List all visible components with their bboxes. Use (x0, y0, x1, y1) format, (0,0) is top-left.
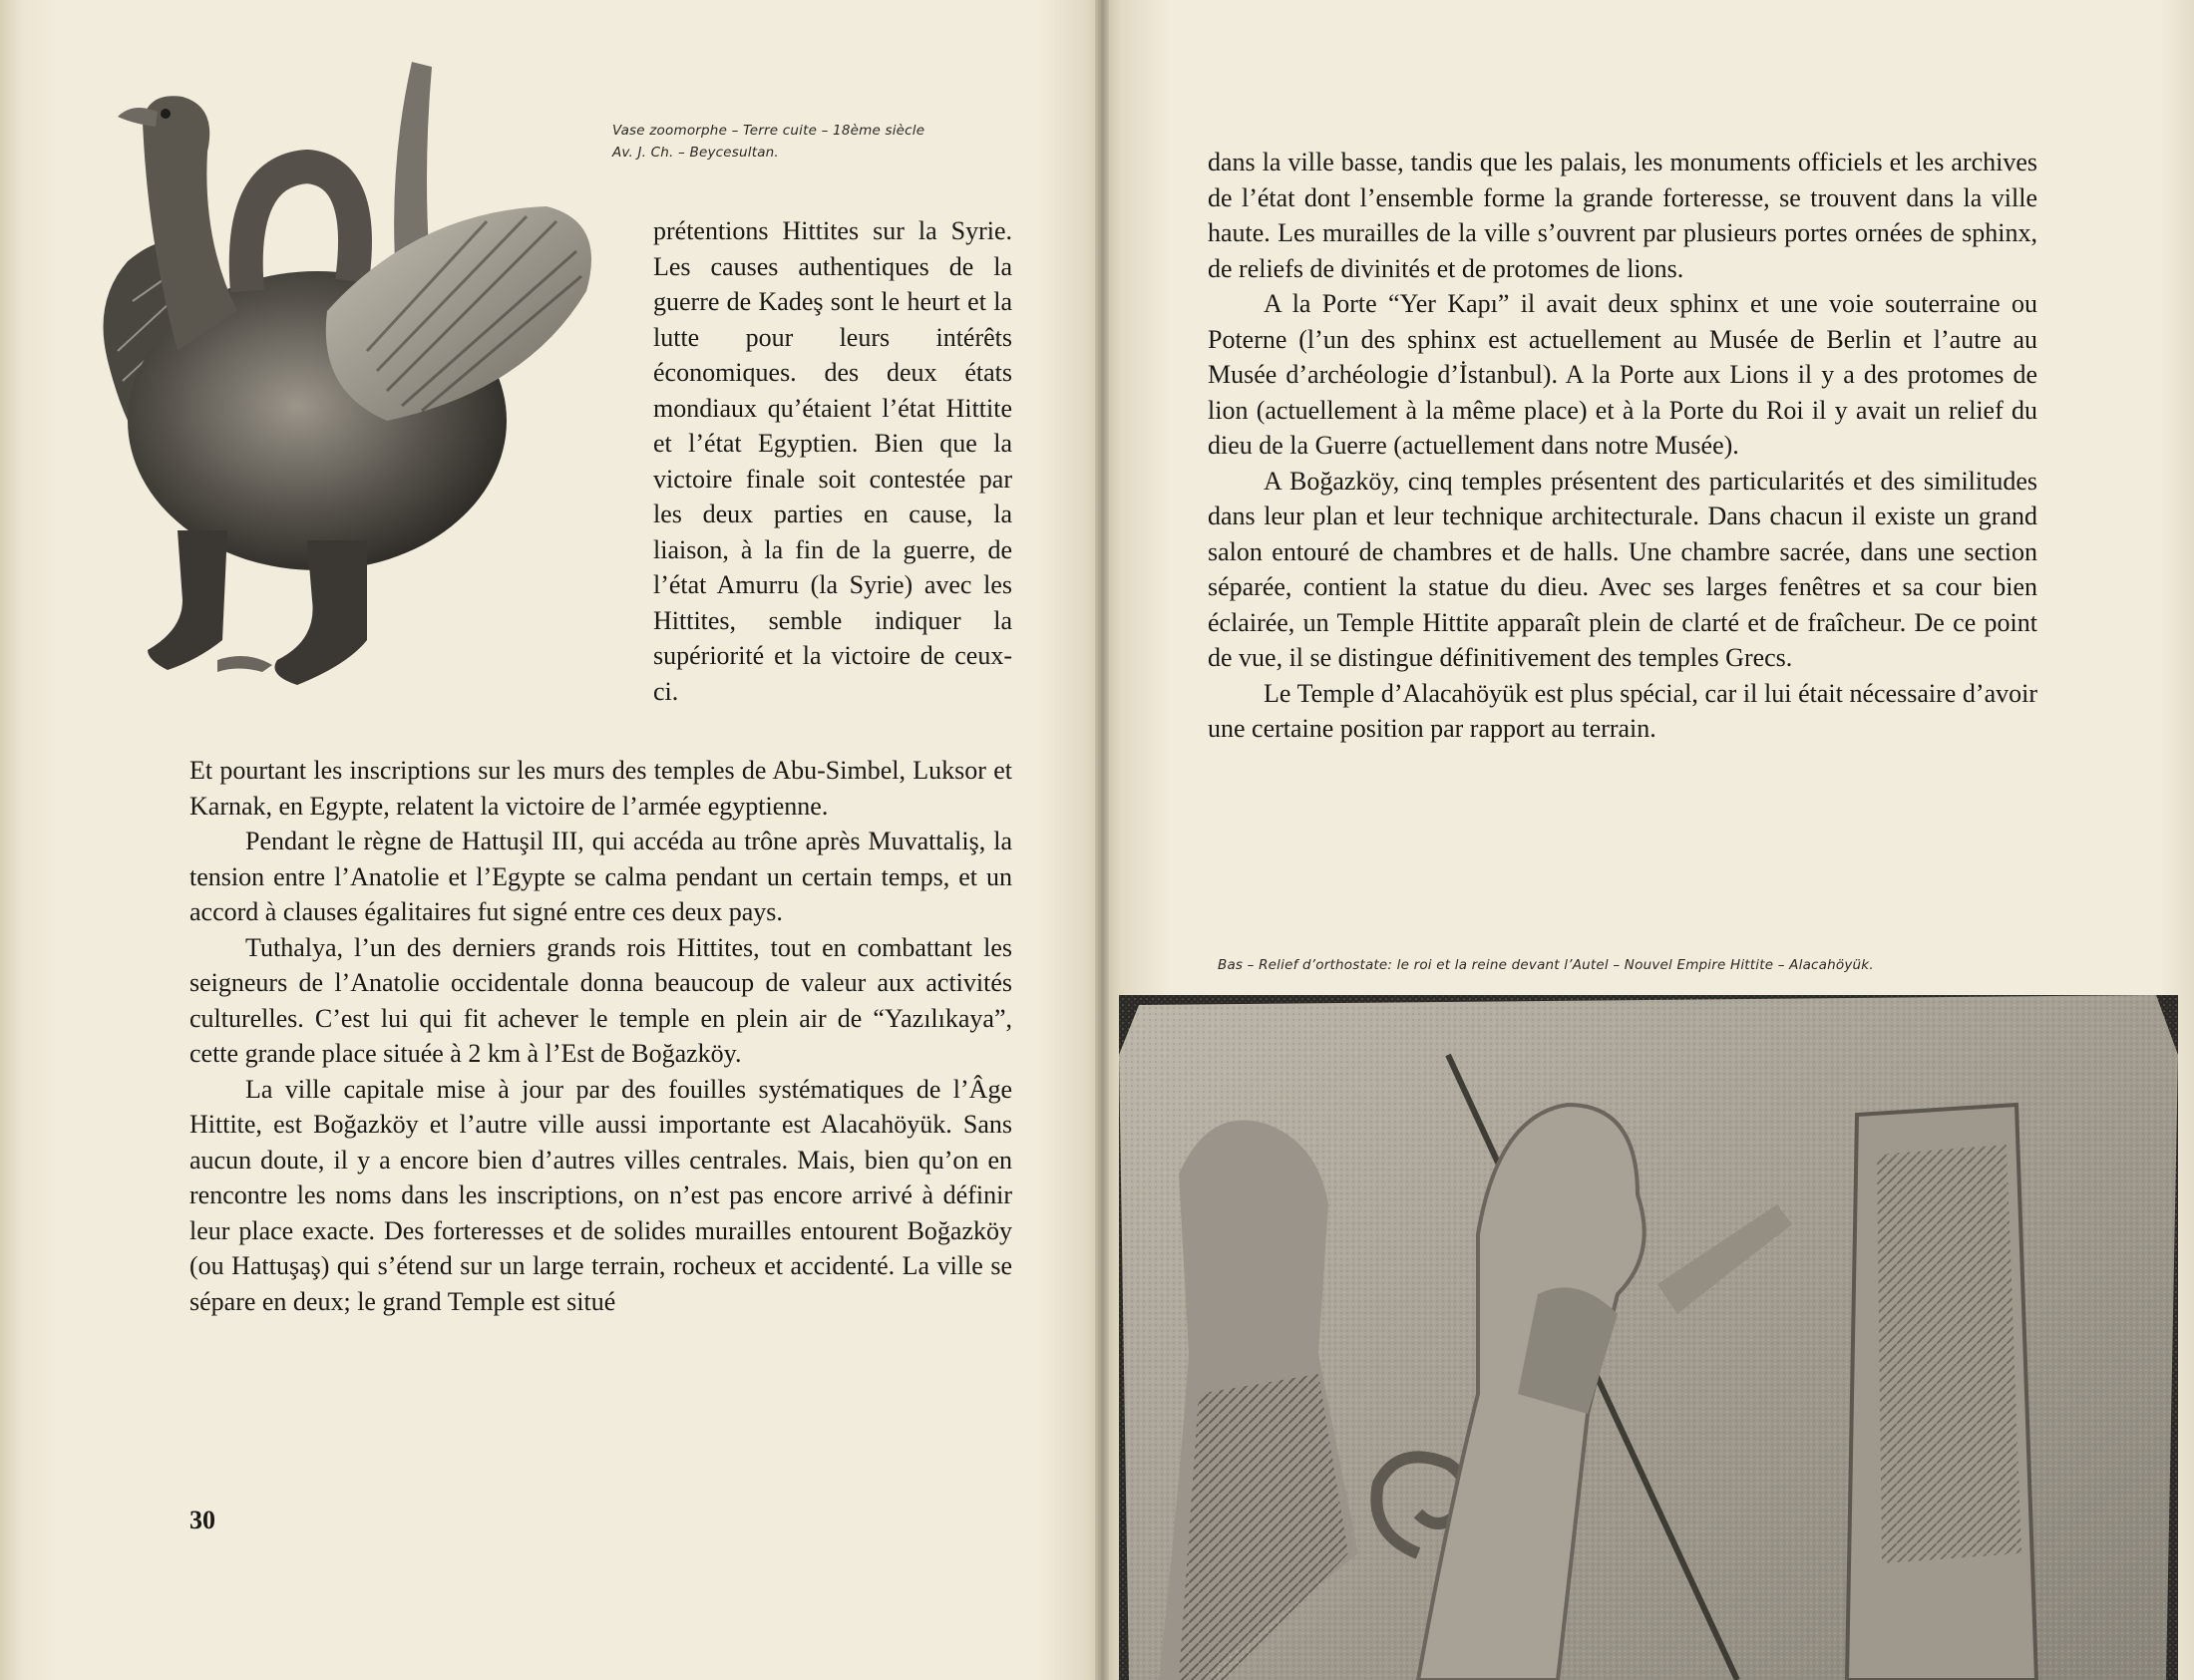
left-paragraph: Et pourtant les inscriptions sur les murs des temples de Abu-Simbel, Luksor et Karnak, en Egypte, relatent la victoire de l’armée egyptienne. (189, 756, 1012, 821)
left-page-text (189, 753, 1012, 1319)
right-paragraph: A Boğazköy, cinq temples présentent des particularités et des similitudes dans leur plan et leur technique architecturale. Dans chacun il existe un grand salon entouré de chambres et de halls. Une chambre sacrée, dans une section séparée, contient la statue du dieu. Avec ses larges fenêtres et sa cour bien éclairée, un Temple Hittite apparaît plein de clarté et de fraîcheur. De ce point de vue, il se distingue définitivement des temples Grecs. (1208, 466, 2037, 672)
zoomorphic-vase-photo (88, 62, 606, 688)
right-paragraph: Le Temple d’Alacahöyük est plus spécial, car il lui était nécessaire d’avoir une certaine position par rapport au terrain. (1208, 678, 2037, 743)
right-page-text (1208, 145, 2037, 747)
left-paragraph: La ville capitale mise à jour par des fouilles systématiques de l’Âge Hittite, est Boğazköy et l’autre ville aussi importante est Alacahöyük. Sans aucun doute, il y a encore bien d’autres villes centrales. Mais, bien qu’on en rencontre les noms dans les inscriptions, on n’est pas encore arrivé à définir leur place exacte. Des forteresses et de solides murailles entourent Boğazköy (ou Hattuşaş) qui s’étend sur un large terrain, rocheux et accidenté. La ville se sépare en deux; le grand Temple est situé (189, 1074, 1012, 1316)
relief-photo (1119, 995, 2178, 1680)
page-number: 30 (189, 1506, 215, 1534)
right-page (1102, 0, 2194, 1680)
right-paragraph: dans la ville basse, tandis que les palais, les monuments officiels et les archives de l’état dont l’ensemble forme la grande forteresse, se trouvent dans la ville haute. Les murailles de la ville s’ouvrent par plusieurs portes ornées de sphinx, de reliefs de divinités et de protomes de lions. (1208, 148, 2037, 283)
vessel-caption: Vase zoomorphe – Terre cuite – 18ème siècle Av. J. Ch. – Beycesultan. (612, 123, 925, 161)
book-gutter (1095, 0, 1109, 1680)
relief-caption: Bas – Relief d’orthostate: le roi et la reine devant l’Autel – Nouvel Empire Hittite – Alacahöyük. (1218, 957, 1874, 973)
right-paragraph: A la Porte “Yer Kapı” il avait deux sphinx et une voie souterraine ou Poterne (l’un des sphinx est actuellement au Musée de Berlin et l’autre au Musée d’archéologie d’İstanbul). A la Porte aux Lions il y a des protomes de lion (actuellement à la même place) et à la Porte du Roi il y avait un relief du dieu de la Guerre (actuellement dans notre Musée). (1208, 289, 2037, 460)
left-paragraph: Tuthalya, l’un des derniers grands rois Hittites, tout en combattant les seigneurs de l’Anatolie occidentale donna beaucoup de valeur aux activités culturelles. C’est lui qui fit achever le temple en plein air de “Yazılıkaya”, cette grande place située à 2 km à l’Est de Boğazköy. (189, 932, 1012, 1068)
left-paragraph: Pendant le règne de Hattuşil III, qui accéda au trône après Muvattaliş, la tension entre l’Anatolie et l’Egypte se calma pendant un certain temps, et un accord à clauses égalitaires fut signé entre ces deux pays. (189, 827, 1012, 926)
text-beside-image: prétentions Hittites sur la Syrie. Les causes authentiques de la guerre de Kadeş sont le heurt et la lutte pour leurs intérêts économiques. des deux états mondiaux qu’étaient l’état Hittite et l’état Egyptien. Bien que la victoire finale soit contestée par les deux parties en cause, la liaison, à la fin de la guerre, de l’état Amurru (la Syrie) avec les Hittites, semble indiquer la supériorité et la victoire de ceux-ci. (653, 216, 1012, 706)
